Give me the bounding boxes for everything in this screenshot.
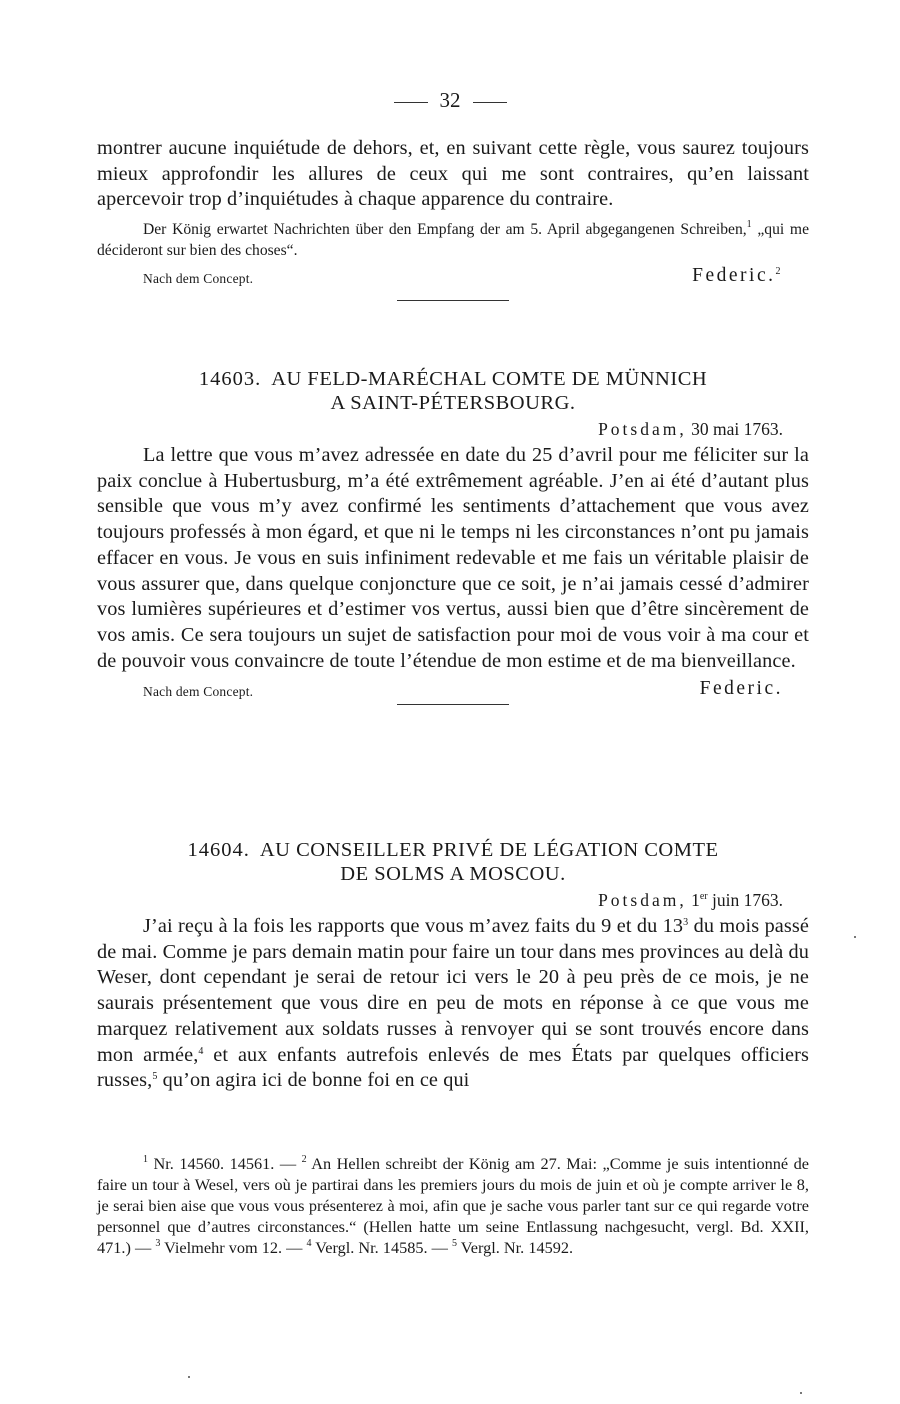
letter-date: 30 mai 1763. — [691, 419, 783, 439]
continuation-section — [97, 136, 809, 301]
letter-body: La lettre que vous m’avez adressée en date du 25 d’avril pour me féliciter sur la paix conclue à Hubertusburg, m’a été extrêmement agréable. J’en ai été d’autant plus sensible que vous m’y avez confirmé les sentiments d’attachement que vous avez toujours professés à mon égard, et que ni le temps ni les circonstances n’ont pu jamais effacer en vous. Je vous en suis infiniment redevable et me fais un véritable plaisir de vous assurer que, dans quelque conjoncture que ce soit, je n’ai jamais cessé d’admirer vos lumières supérieures et d’estimer vos vertus, aussi bien que d’être sincèrement de vos amis. Ce sera toujours un sujet de satisfaction pour moi de vous voir à ma cour et de pouvoir vous convaincre de toute l’étendue de mon estime et de ma bienveillance. — [97, 444, 809, 672]
continuation-sign-row — [97, 265, 809, 291]
section-divider — [397, 300, 509, 301]
section-divider — [397, 704, 509, 705]
body-part: qu’on agira ici de bonne foi en ce qui — [157, 1069, 470, 1092]
scan-speck — [854, 936, 856, 938]
footnote-2: An Hellen schreibt der König am 27. Mai: „Comme je suis intentionné de faire un tour à Wesel, vers où je partirai dans les premiers jours du mois de juin et où je compte arriver le 8, je serai bien aise que vous vous présenterez à moi, afin que je sache vous parler tant sur ce qui regarde votre personnel que d’autres circonstances.“ (Hellen hatte um seine Entlassung nachgesucht, vergl. Bd. XXII, 471.) — — [97, 1154, 809, 1257]
footnote-mark-5: 5 — [452, 1238, 458, 1249]
letter-title-line2: A SAINT-PÉTERSBOURG. — [330, 392, 576, 414]
footnote-mark-3: 3 — [155, 1238, 161, 1249]
letter-title — [97, 367, 809, 415]
letter-date-day: 1 — [691, 890, 700, 910]
header-dash-left — [394, 102, 428, 103]
footnote-ref-3: 3 — [683, 917, 689, 928]
page-header — [0, 88, 900, 113]
scan-speck — [188, 1376, 190, 1378]
footnote-4: Vergl. Nr. 14585. — — [311, 1238, 453, 1257]
letter-date-rest: juin 1763. — [707, 890, 783, 910]
continuation-summary — [97, 219, 809, 261]
letter-title-line1: AU FELD-MARÉCHAL COMTE DE MÜNNICH — [271, 368, 708, 390]
summary-quote: „qui me décideront sur bien des choses“. — [97, 221, 809, 260]
footnote-mark-1: 1 — [143, 1154, 148, 1165]
signature: Federic. — [699, 678, 783, 700]
continuation-paragraph: montrer aucune inquiétude de dehors, et, en suivant cette règle, vous saurez toujours mieux approfondir les allures de ceux qui me sont contraires, qu’en laissant apercevoir trop d’inquiétudes à chaque apparence du contraire. — [97, 137, 809, 211]
footnote-ref-4: 4 — [198, 1045, 204, 1057]
letter-place: Potsdam, — [598, 419, 687, 439]
letter-date-sup: er — [699, 891, 708, 902]
footnote-1: Nr. 14560. 14561. — — [148, 1154, 302, 1173]
footnote-3: Vielmehr vom 12. — — [160, 1238, 307, 1257]
body-part: du mois passé de mai. Comme je pars demain matin pour faire un tour dans mes provinces au delà du Weser, dont cependant je serai de retour ici vers le 20 à peu près de ce mois, je ne saurais présentement que vous dire en peu de mots en réponse à ce que vous me marquez relativement aux soldats russes à renvoyer qui se sont trouvés encore dans mon armée, — [97, 915, 809, 1066]
header-dash-right — [473, 102, 507, 103]
footnotes — [97, 1153, 809, 1258]
letter-place-date — [97, 890, 809, 911]
source-note: Nach dem Concept. — [143, 271, 254, 287]
page-number: 32 — [439, 88, 461, 112]
letter-title — [97, 838, 809, 886]
letter-place-date — [97, 419, 809, 440]
footnote-block — [97, 1153, 809, 1258]
letter-number: 14604. — [187, 839, 250, 861]
summary-text: Der König erwartet Nachrichten über den Empfang der am 5. April abgegangenen Schreiben, — [143, 221, 747, 239]
footnote-mark-4: 4 — [306, 1238, 312, 1249]
signature — [692, 265, 783, 287]
footnote-5: Vergl. Nr. 14592. — [457, 1238, 574, 1257]
body-part: et aux enfants autrefois enlevés de mes États par quelques officiers russes, — [97, 1043, 809, 1092]
signature-text: Federic. — [692, 265, 776, 287]
letter-body — [97, 914, 809, 1094]
letter-title-line1: AU CONSEILLER PRIVÉ DE LÉGATION COMTE — [259, 839, 719, 861]
footnote-ref-5: 5 — [152, 1071, 158, 1083]
source-note: Nach dem Concept. — [143, 684, 254, 700]
footnote-mark-2: 2 — [301, 1154, 307, 1165]
footnote-ref-2: 2 — [775, 266, 783, 278]
letter-14603 — [97, 367, 809, 705]
letter-14604 — [97, 838, 809, 1094]
scan-speck — [800, 1392, 802, 1394]
letter-sign-row — [97, 676, 809, 702]
letter-title-line2: DE SOLMS A MOSCOU. — [340, 863, 566, 885]
body-part: J’ai reçu à la fois les rapports que vous m’avez faits du 9 et du 13 — [143, 915, 684, 937]
letter-place: Potsdam, — [598, 890, 687, 910]
footnote-ref-1: 1 — [746, 219, 752, 231]
letter-number: 14603. — [198, 368, 262, 390]
